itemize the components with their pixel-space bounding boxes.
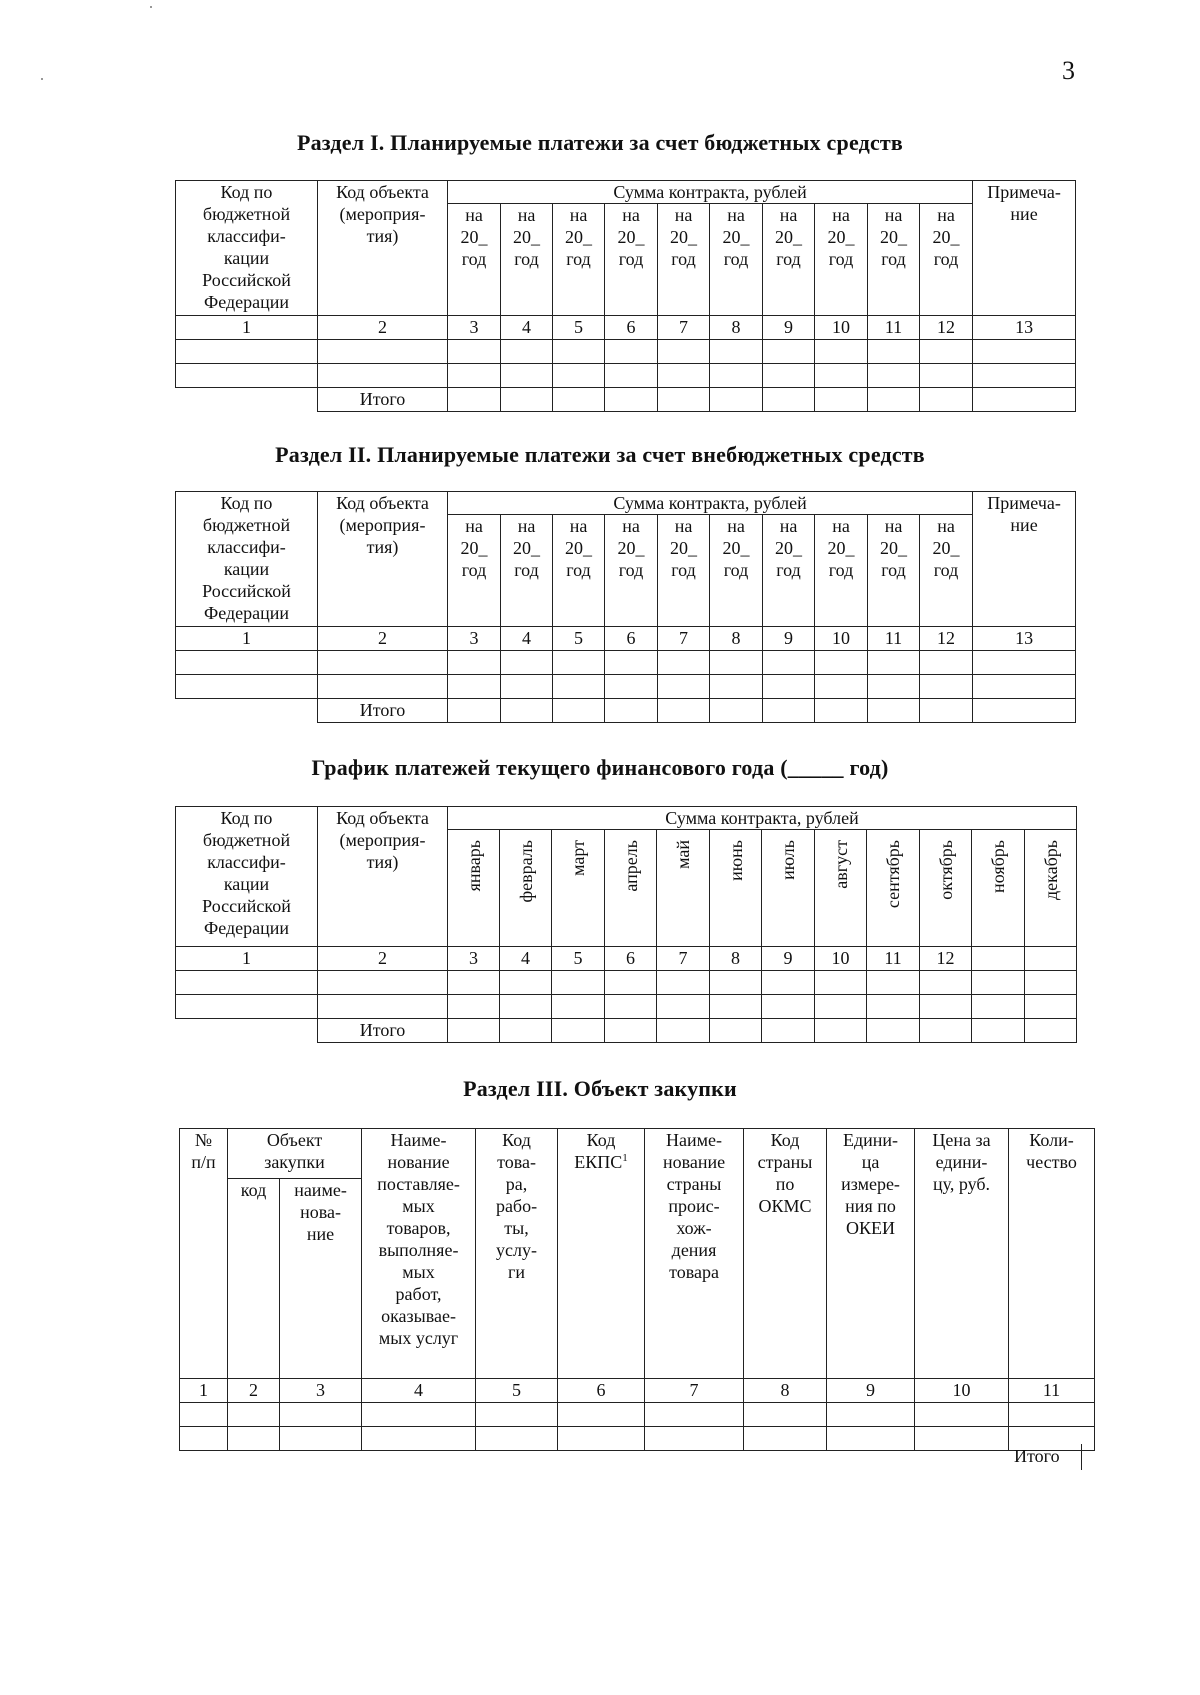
header-year: на 20_ год — [605, 515, 658, 627]
column-number: 9 — [827, 1379, 915, 1403]
column-number: 5 — [552, 947, 605, 971]
column-number: 11 — [868, 316, 920, 340]
column-number: 12 — [920, 316, 973, 340]
table-row — [176, 675, 1076, 699]
column-number: 5 — [553, 627, 605, 651]
column-number: 5 — [476, 1379, 558, 1403]
table-row — [180, 1427, 1095, 1451]
column-number: 12 — [920, 627, 973, 651]
column-number: 8 — [710, 627, 763, 651]
total-row — [176, 388, 1076, 412]
header-year: на 20_ год — [605, 204, 658, 316]
header-note: Примеча- ние — [973, 181, 1076, 316]
column-number: 10 — [915, 1379, 1009, 1403]
total-label: Итого — [318, 1019, 448, 1043]
header-budget-code: Код по бюджетной классифи- кации Российской Федерации — [176, 492, 318, 627]
column-number: 2 — [228, 1379, 280, 1403]
header-year: на 20_ год — [815, 515, 868, 627]
header-year: на 20_ год — [658, 204, 710, 316]
table-row — [176, 364, 1076, 388]
column-number: 10 — [815, 947, 867, 971]
total-divider — [1081, 1444, 1082, 1470]
month-label: июнь — [725, 840, 746, 881]
month-label: апрель — [620, 840, 641, 892]
total-row — [176, 1019, 1077, 1043]
column-number: 1 — [176, 316, 318, 340]
header-year: на 20_ год — [815, 204, 868, 316]
schedule-table — [175, 806, 1077, 1043]
table-row — [176, 340, 1076, 364]
month-label: август — [830, 840, 851, 889]
column-number: 6 — [605, 947, 657, 971]
header-year: на 20_ год — [553, 515, 605, 627]
header-contract-sum: Сумма контракта, рублей — [448, 807, 1077, 830]
header-country-name: Наиме- нование страны проис- хож- дения товара — [645, 1129, 744, 1379]
header-year: на 20_ год — [868, 515, 920, 627]
column-number: 7 — [657, 947, 710, 971]
month-label: декабрь — [1040, 840, 1061, 900]
header-contract-sum: Сумма контракта, рублей — [448, 492, 973, 515]
header-goods-name: Наиме- нование поставляе- мых товаров, выполняе- мых работ, оказывае- мых услуг — [362, 1129, 476, 1379]
header-year: на 20_ год — [501, 204, 553, 316]
column-number: 3 — [280, 1379, 362, 1403]
header-year: на 20_ год — [868, 204, 920, 316]
column-number: 7 — [658, 316, 710, 340]
header-year: на 20_ год — [763, 204, 815, 316]
month-label: март — [568, 840, 588, 876]
column-number: 9 — [762, 947, 815, 971]
scan-speck — [150, 6, 152, 8]
month-label: январь — [463, 840, 484, 892]
column-number: 8 — [710, 316, 763, 340]
total-label: Итого — [318, 388, 448, 412]
column-number: 13 — [973, 316, 1076, 340]
header-object-code: Код объекта (мероприя- тия) — [318, 181, 448, 316]
header-purchase-object: Объект закупки — [228, 1129, 362, 1179]
column-number: 6 — [558, 1379, 645, 1403]
month-label: сентябрь — [883, 840, 903, 909]
column-number: 6 — [605, 316, 658, 340]
column-number: 1 — [180, 1379, 228, 1403]
header-year: на 20_ год — [553, 204, 605, 316]
total-label: Итого — [318, 699, 448, 723]
month-label: июль — [778, 840, 798, 880]
column-number: 13 — [973, 627, 1076, 651]
header-unit: Едини- ца измере- ния по ОКЕИ — [827, 1129, 915, 1379]
header-budget-code: Код по бюджетной классифи- кации Российской Федерации — [176, 807, 318, 947]
header-object-code: Код объекта (мероприя- тия) — [318, 492, 448, 627]
section-1-title: Раздел I. Планируемые платежи за счет бюджетных средств — [296, 130, 904, 155]
column-number: 11 — [1009, 1379, 1095, 1403]
column-number: 11 — [868, 627, 920, 651]
column-number: 5 — [553, 316, 605, 340]
header-country-code: Код страны по ОКМС — [744, 1129, 827, 1379]
section-1-table — [175, 180, 1076, 412]
table-row — [176, 995, 1077, 1019]
header-year: на 20_ год — [658, 515, 710, 627]
schedule-title: График платежей текущего финансового года (_____ год) — [311, 755, 889, 780]
section-3-title: Раздел III. Объект закупки — [463, 1076, 737, 1101]
column-number: 6 — [605, 627, 658, 651]
header-year: на 20_ год — [710, 515, 763, 627]
table-row — [176, 971, 1077, 995]
column-number: 7 — [658, 627, 710, 651]
page-number: 3 — [1062, 56, 1075, 85]
month-label: февраль — [515, 840, 536, 903]
header-year: на 20_ год — [448, 515, 501, 627]
section-2-title: Раздел II. Планируемые платежи за счет внебюджетных средств — [275, 442, 925, 467]
header-year: на 20_ год — [920, 515, 973, 627]
column-number: 4 — [501, 627, 553, 651]
header-year: на 20_ год — [920, 204, 973, 316]
header-object-code: код — [228, 1179, 280, 1379]
section-3-table — [179, 1128, 1095, 1451]
column-number: 3 — [448, 627, 501, 651]
table-row — [180, 1403, 1095, 1427]
month-label: ноябрь — [988, 840, 1008, 893]
header-year: на 20_ год — [501, 515, 553, 627]
column-number: 10 — [815, 316, 868, 340]
header-note: Примеча- ние — [973, 492, 1076, 627]
column-number: 1 — [176, 627, 318, 651]
column-number: 9 — [763, 627, 815, 651]
footnote-marker: 1 — [622, 1152, 628, 1164]
header-goods-code: Код това- ра, рабо- ты, услу- ги — [476, 1129, 558, 1379]
column-number: 10 — [815, 627, 868, 651]
header-quantity: Коли- чество — [1009, 1129, 1095, 1379]
column-number: 1 — [176, 947, 318, 971]
section-2-table — [175, 491, 1076, 723]
header-ekps-code: Код ЕКПС$^1$ — [558, 1129, 645, 1379]
total-row — [176, 699, 1076, 723]
column-number: 7 — [645, 1379, 744, 1403]
column-number: 3 — [448, 316, 501, 340]
column-number: 4 — [500, 947, 552, 971]
month-label: октябрь — [935, 840, 956, 900]
header-object-code: Код объекта (мероприя- тия) — [318, 807, 448, 947]
column-number: 4 — [501, 316, 553, 340]
header-unit-price: Цена за едини- цу, руб. — [915, 1129, 1009, 1379]
header-year: на 20_ год — [448, 204, 501, 316]
column-number: 3 — [448, 947, 500, 971]
column-number: 12 — [920, 947, 972, 971]
section-3-total-label: Итого — [1014, 1446, 1060, 1466]
column-number: 11 — [867, 947, 920, 971]
column-number: 2 — [318, 947, 448, 971]
column-number: 4 — [362, 1379, 476, 1403]
column-number: 8 — [710, 947, 762, 971]
header-budget-code: Код по бюджетной классифи- кации Российской Федерации — [176, 181, 318, 316]
column-number: 8 — [744, 1379, 827, 1403]
header-object-name: наиме- нова- ние — [280, 1179, 362, 1379]
header-contract-sum: Сумма контракта, рублей — [448, 181, 973, 204]
table-row — [176, 651, 1076, 675]
header-year: на 20_ год — [710, 204, 763, 316]
header-year: на 20_ год — [763, 515, 815, 627]
column-number: 9 — [763, 316, 815, 340]
month-label: май — [673, 840, 693, 869]
scan-speck — [41, 78, 43, 80]
column-number: 2 — [318, 627, 448, 651]
column-number: 2 — [318, 316, 448, 340]
header-row-number: № п/п — [180, 1129, 228, 1379]
